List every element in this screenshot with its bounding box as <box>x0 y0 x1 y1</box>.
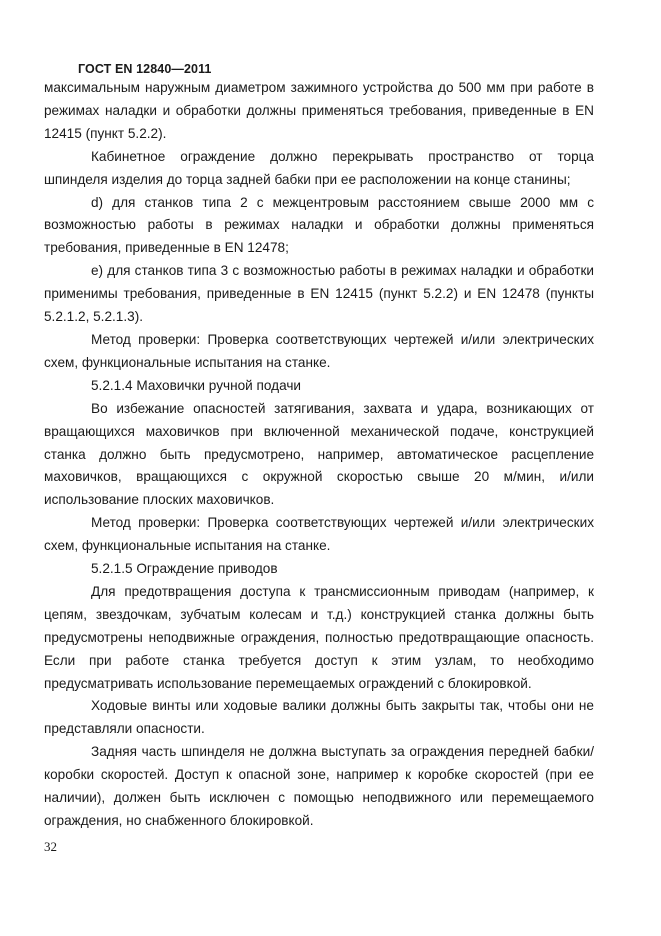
paragraph-test-method: Метод проверки: Проверка соответствующих чертежей и/или электрических схем, функциональные испытания на станке. <box>44 515 594 554</box>
paragraph-cabinet-guard: Кабинетное ограждение должно перекрывать пространство от торца шпинделя изделия до торца задней бабки при ее расположении на конце станины; <box>44 148 594 187</box>
paragraph-drive-guards: Для предотвращения доступа к трансмиссионным приводам (например, к цепям, звездочкам, зубчатым колесам и т.д.) конструкцией станка должны быть предусмотрены неподвижные ограждения, полностью предотвращающие опасность. Если при работе станка требуется доступ к этим узлам, то необходимо предусматривать использование перемещаемых ограждений с блокировкой. <box>44 583 594 691</box>
page-number: 32 <box>44 839 57 854</box>
paragraph-spindle-rear: Задняя часть шпинделя не должна выступать за ограждения передней бабки/коробки скоростей. Доступ к опасной зоне, например к коробке скоростей (при ее наличии), должен быть исключен с помощью неподвижного или перемещаемого ограждения, но снабженного блокировкой. <box>44 744 594 828</box>
document-header: ГОСТ EN 12840—2011 <box>78 62 212 76</box>
paragraph-item-d: d) для станков типа 2 с межцентровым расстоянием свыше 2000 мм с возможностью работы в режимах наладки и обработки должны применяться требования, приведенные в EN 12478; <box>44 194 594 256</box>
document-body <box>44 77 594 833</box>
section-heading-5-2-1-5: 5.2.1.5 Ограждение приводов <box>91 561 278 577</box>
paragraph-lead-screws: Ходовые винты или ходовые валики должны быть закрыты так, чтобы они не представляли опасности. <box>44 698 594 737</box>
paragraph-handwheels: Во избежание опасностей затягивания, захвата и удара, возникающих от вращающихся маховичков при включенной механической подаче, конструкцией станка должно быть предусмотрено, например, автоматическое расцепление маховичков, вращающихся с окружной скоростью свыше 20 м/мин, и/или использование плоских маховичков. <box>44 400 594 508</box>
paragraph-test-method: Метод проверки: Проверка соответствующих чертежей и/или электрических схем, функциональные испытания на станке. <box>44 331 594 370</box>
paragraph-item-e: е) для станков типа 3 с возможностью работы в режимах наладки и обработки применимы требования, приведенные в EN 12415 (пункт 5.2.2) и EN 12478 (пункты 5.2.1.2, 5.2.1.3). <box>44 263 594 325</box>
paragraph-continuation: максимальным наружным диаметром зажимного устройства до 500 мм при работе в режимах наладки и обработки должны применяться требования, приведенные в EN 12415 (пункт 5.2.2). <box>44 80 594 141</box>
section-heading-5-2-1-4: 5.2.1.4 Маховички ручной подачи <box>91 377 302 393</box>
